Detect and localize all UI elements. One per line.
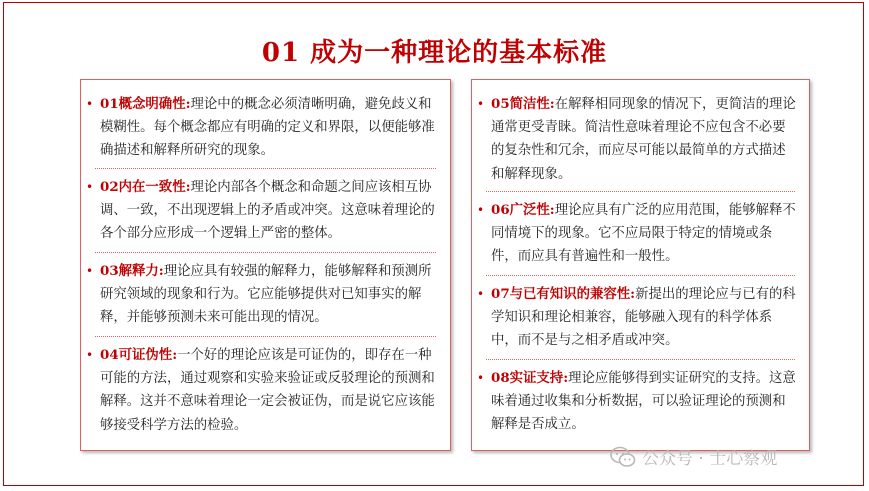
bullet-icon: • <box>477 371 485 385</box>
criterion-text: 理论应能够得到实证研究的支持。这意味着通过收集和分析数据，可以验证理论的预测和解释是否成立。 <box>491 371 796 433</box>
divider <box>95 168 436 169</box>
criterion-item <box>86 176 438 246</box>
criterion-text: 理论应具有广泛的应用范围，能够解释不同情境下的现象。它不应局限于特定的情境或条件，而应具有普遍性和一般性。 <box>491 203 796 265</box>
criterion-text: 理论应具有较强的解释力，能够解释和预测所研究领域的现象和行为。它应能够提供对已知事实的解释，并能够预测未来可能出现的情况。 <box>100 264 432 326</box>
criterion-item <box>477 93 798 186</box>
criterion-item <box>477 367 798 437</box>
page-title: 01 成为一种理论的基本标准 <box>261 38 608 68</box>
bullet-icon: • <box>86 180 94 194</box>
criterion-text: 一个好的理论应该是可证伪的，即存在一种可能的方法，通过观察和实验来验证或反驳理论的预测和解释。这并不意味着理论一定会被证伪，而是说它应该能够接受科学方法的检验。 <box>100 348 435 433</box>
left-criteria-panel <box>80 79 451 451</box>
right-criteria-panel <box>471 79 810 451</box>
criterion-label: 01概念明确性: <box>100 96 191 112</box>
divider <box>486 191 795 192</box>
divider <box>486 275 795 276</box>
watermark <box>610 444 777 469</box>
watermark-text: 公众号 · 士心察观 <box>642 449 778 469</box>
criterion-text: 新提出的理论应与已有的科学知识和理论相兼容，能够融入现有的科学体系中，而不是与之相矛盾或冲突。 <box>491 287 796 349</box>
criterion-item <box>477 283 798 353</box>
criterion-text: 理论中的概念必须清晰明确，避免歧义和模糊性。每个概念都应有明确的定义和界限，以便能够准确描述和解释所研究的现象。 <box>100 97 435 159</box>
bullet-icon: • <box>86 348 94 362</box>
criterion-text: 理论内部各个概念和命题之间应该相互协调、一致，不出现逻辑上的矛盾或冲突。这意味着理论的各个部分应形成一个逻辑上严密的整体。 <box>100 180 435 242</box>
criterion-item <box>86 93 438 163</box>
criterion-label: 02内在一致性: <box>100 179 191 195</box>
criterion-label: 06广泛性: <box>491 202 555 218</box>
divider <box>95 336 436 337</box>
bullet-icon: • <box>477 97 485 111</box>
criterion-item <box>86 344 438 437</box>
divider <box>486 359 795 360</box>
bullet-icon: • <box>477 287 485 301</box>
criterion-item <box>477 199 798 269</box>
divider <box>95 252 436 253</box>
bullet-icon: • <box>86 264 94 278</box>
bullet-icon: • <box>86 97 94 111</box>
criterion-label: 05简洁性: <box>491 96 555 112</box>
criterion-label: 08实证支持: <box>491 370 569 386</box>
criterion-label: 03解释力: <box>100 263 164 279</box>
criterion-label: 04可证伪性: <box>100 347 178 363</box>
wechat-icon <box>610 446 636 468</box>
criterion-item <box>86 260 438 330</box>
criterion-label: 07与已有知识的兼容性: <box>491 286 636 302</box>
criterion-text: 在解释相同现象的情况下，更简洁的理论通常更受青睐。简洁性意味着理论不应包含不必要的复杂性和冗余，而应尽可能以最简单的方式描述和解释现象。 <box>491 97 796 182</box>
bullet-icon: • <box>477 203 485 217</box>
